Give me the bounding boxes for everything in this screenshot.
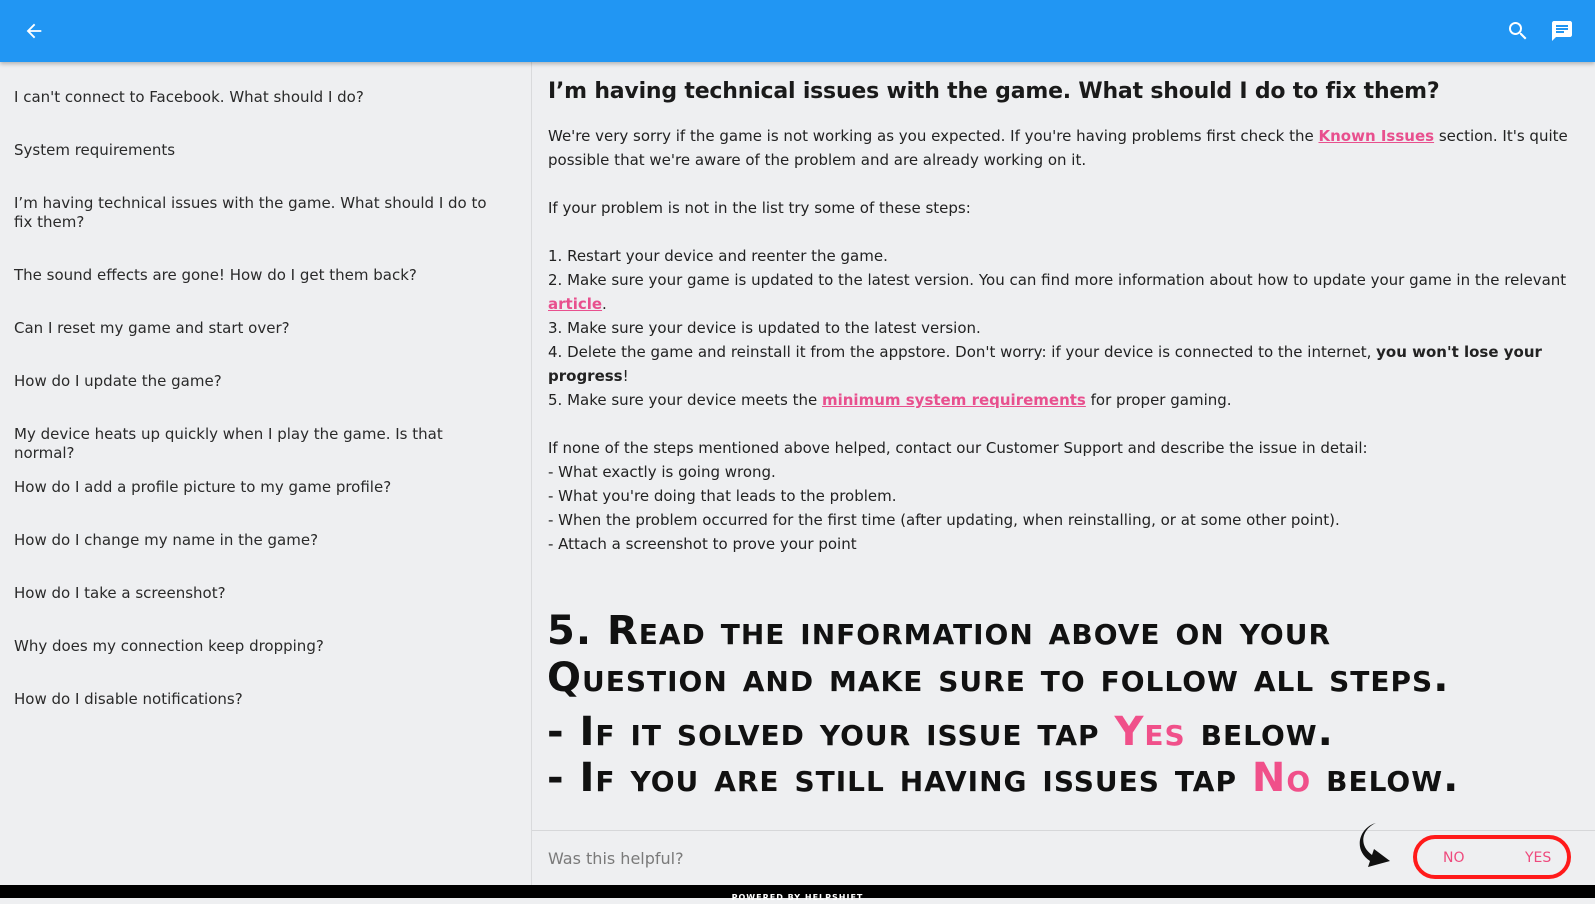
arrow-back-icon <box>23 20 45 42</box>
overlay-line-4 <box>547 755 1459 801</box>
step-4-end: ! <box>622 367 629 385</box>
step-3: 3. Make sure your device is updated to the latest version. <box>548 319 981 337</box>
overlay-line-2: Question and make sure to follow all steps. <box>547 655 1450 701</box>
back-button[interactable] <box>17 14 51 48</box>
sidebar-item-connection[interactable]: Why does my connection keep dropping? <box>14 637 324 655</box>
overlay-line-3-end: below. <box>1185 709 1334 755</box>
step-5-text: 5. Make sure your device meets the <box>548 391 822 409</box>
article-body <box>548 124 1578 556</box>
sidebar-item-device-heats[interactable]: My device heats up quickly when I play the game. Is that normal? <box>14 425 443 462</box>
overlay-line-4-end: below. <box>1311 755 1460 801</box>
bullet-1: - What exactly is going wrong. <box>548 463 776 481</box>
step-2 <box>548 268 1578 316</box>
powered-by-text: POWERED BY HELPSHIFT <box>731 893 864 902</box>
step-4-bold: you won't lose your progress <box>548 343 1542 385</box>
step-2-end: . <box>602 295 607 313</box>
intro-paragraph <box>548 124 1578 172</box>
helpful-footer <box>532 830 1595 886</box>
sidebar-item-update-game[interactable]: How do I update the game? <box>14 372 222 390</box>
article-link[interactable]: article <box>548 295 603 313</box>
no-button[interactable]: NO <box>1443 850 1465 866</box>
faq-sidebar <box>0 62 532 885</box>
step-2-text: 2. Make sure your game is updated to the latest version. You can find more information about how to update your game in the relevant <box>548 271 1567 289</box>
curved-arrow-icon <box>1354 819 1408 873</box>
overlay-line-1: 5. Read the information above on your <box>547 608 1332 654</box>
step-4 <box>548 340 1578 388</box>
sidebar-item-notifications[interactable]: How do I disable notifications? <box>14 690 243 708</box>
sidebar-item-sound-effects[interactable]: The sound effects are gone! How do I get them back? <box>14 266 417 284</box>
step-5 <box>548 388 1578 412</box>
sidebar-item-reset-game[interactable]: Can I reset my game and start over? <box>14 319 290 337</box>
chat-button[interactable] <box>1545 14 1579 48</box>
sidebar-item-change-name[interactable]: How do I change my name in the game? <box>14 531 319 549</box>
overlay-yes-word: Yes <box>1114 709 1186 755</box>
step-4-text: 4. Delete the game and reinstall it from the appstore. Don't worry: if your device is connected to the internet, <box>548 343 1377 361</box>
helpful-button-group <box>1413 835 1571 879</box>
step-5-end: for proper gaming. <box>1085 391 1232 409</box>
sidebar-item-facebook[interactable]: I can't connect to Facebook. What should I do? <box>14 88 364 106</box>
article-title: I’m having technical issues with the game. What should I do to fix them? <box>548 79 1440 104</box>
chat-icon <box>1550 19 1574 43</box>
sidebar-item-screenshot[interactable]: How do I take a screenshot? <box>14 584 226 602</box>
bullet-2: - What you're doing that leads to the problem. <box>548 487 897 505</box>
overlay-line-3 <box>547 709 1334 755</box>
article-panel <box>532 62 1595 885</box>
overlay-line-3-text: - If it solved your issue tap <box>547 709 1115 755</box>
helpful-question: Was this helpful? <box>548 849 684 868</box>
search-icon <box>1506 19 1530 43</box>
overlay-line-4-text: - If you are still having issues tap <box>547 755 1252 801</box>
known-issues-link[interactable]: Known Issues <box>1318 127 1435 145</box>
yes-button[interactable]: YES <box>1525 850 1552 866</box>
bullet-3: - When the problem occurred for the first time (after updating, when reinstalling, or at some other point). <box>548 511 1340 529</box>
overlay-no-word: No <box>1251 755 1312 801</box>
sidebar-item-technical-issues[interactable]: I’m having technical issues with the game. What should I do to fix them? <box>14 194 487 231</box>
contact-paragraph: If none of the steps mentioned above helped, contact our Customer Support and describe the issue in detail: <box>548 439 1368 457</box>
intro-text-end: section. It's quite possible that we're aware of the problem and are already working on it. <box>548 127 1568 169</box>
step-1: 1. Restart your device and reenter the game. <box>548 247 888 265</box>
sidebar-item-profile-picture[interactable]: How do I add a profile picture to my game profile? <box>14 478 392 496</box>
intro-text: We're very sorry if the game is not working as you expected. If you're having problems first check the <box>548 127 1319 145</box>
app-bar <box>0 0 1595 62</box>
steps-intro: If your problem is not in the list try some of these steps: <box>548 199 971 217</box>
system-requirements-link[interactable]: minimum system requirements <box>821 391 1086 409</box>
search-button[interactable] <box>1501 14 1535 48</box>
powered-by-bar <box>0 885 1595 902</box>
bullet-4: - Attach a screenshot to prove your point <box>548 535 857 553</box>
sidebar-item-system-requirements[interactable]: System requirements <box>14 141 176 159</box>
